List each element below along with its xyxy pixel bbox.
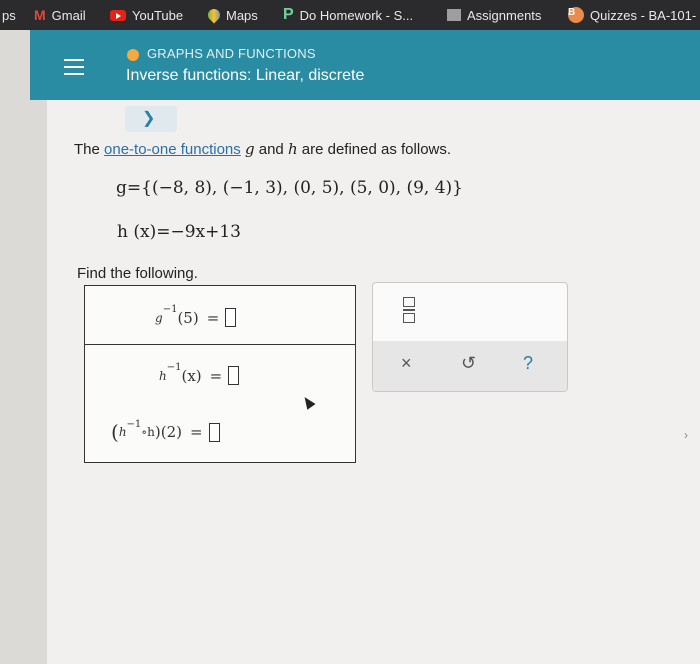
question-g-inverse: [155, 304, 236, 327]
find-instruction: Find the following.: [77, 265, 198, 282]
bookmark-label: ps: [2, 7, 16, 23]
page-title: Inverse functions: Linear, discrete: [126, 67, 365, 84]
youtube-icon: [110, 10, 126, 21]
menu-icon[interactable]: [64, 59, 84, 75]
h-definition: h (x)=−9x+13: [117, 222, 241, 242]
statement-text: are defined as follows.: [297, 141, 452, 158]
equals-sign: =: [190, 423, 203, 441]
answer-input-g-inverse[interactable]: [225, 308, 236, 327]
statement-text: The: [74, 141, 105, 158]
assignments-icon: [447, 9, 461, 21]
bookmark-partial[interactable]: [2, 0, 16, 30]
chevron-down-icon: ❯: [142, 110, 156, 127]
row-divider: [85, 344, 355, 345]
bookmark-quizzes[interactable]: [568, 0, 696, 30]
gmail-icon: M: [34, 7, 46, 23]
one-to-one-link[interactable]: one-to-one functions: [104, 141, 241, 158]
chevron-right-icon: ›: [684, 428, 688, 442]
bookmark-label: Quizzes - BA-101-: [590, 7, 697, 23]
bookmark-maps[interactable]: [208, 0, 258, 30]
quizzes-icon: B: [568, 7, 584, 23]
exponent: −1: [162, 304, 178, 315]
bookmark-gmail[interactable]: [34, 0, 86, 30]
fn-symbol: h: [159, 368, 167, 383]
compose-operator: ∘h: [141, 425, 155, 439]
paren: (: [111, 420, 119, 444]
answer-input-h-inverse[interactable]: [228, 366, 239, 385]
fraction-icon[interactable]: [403, 297, 415, 323]
g-definition: g={(−8, 8), (−1, 3), (0, 5), (5, 0), (9, 4)}: [116, 178, 463, 198]
math-tools-palette: [372, 282, 568, 392]
exponent: −1: [126, 418, 142, 430]
topic-header: [30, 30, 700, 100]
undo-button[interactable]: ↺: [461, 353, 477, 373]
bookmark-label: Maps: [226, 7, 258, 23]
answer-table: [84, 285, 356, 463]
question-composition: [111, 420, 220, 444]
clear-button[interactable]: ×: [401, 353, 412, 373]
argument: (5): [177, 308, 199, 327]
collapse-tab[interactable]: [125, 106, 177, 132]
bookmark-do-homework[interactable]: [283, 0, 413, 30]
argument: )(2): [154, 423, 183, 441]
bookmark-assignments[interactable]: [447, 0, 541, 30]
g-symbol: g: [244, 140, 255, 158]
exponent: −1: [166, 362, 182, 373]
bookmarks-bar: [0, 0, 700, 30]
bookmark-label: Gmail: [51, 7, 86, 23]
answer-input-composition[interactable]: [209, 423, 220, 442]
progress-dot-icon: [127, 49, 139, 61]
statement-text: and: [254, 141, 288, 158]
bookmark-label: Do Homework - S...: [299, 7, 414, 23]
p-icon: P: [283, 6, 294, 23]
argument: (x): [181, 366, 202, 385]
bookmark-youtube[interactable]: [110, 0, 183, 30]
maps-icon: [206, 7, 223, 24]
topic-label: GRAPHS AND FUNCTIONS: [147, 46, 316, 61]
h-symbol: h: [287, 140, 298, 158]
problem-statement: [74, 140, 451, 158]
bookmark-label: YouTube: [132, 7, 184, 23]
fn-symbol: h: [118, 425, 127, 439]
question-h-inverse: [159, 362, 239, 385]
help-button[interactable]: ?: [523, 353, 534, 373]
fn-symbol: g: [155, 310, 163, 325]
equals-sign: =: [206, 308, 220, 327]
equals-sign: =: [209, 366, 223, 385]
bookmark-label: Assignments: [467, 7, 542, 23]
